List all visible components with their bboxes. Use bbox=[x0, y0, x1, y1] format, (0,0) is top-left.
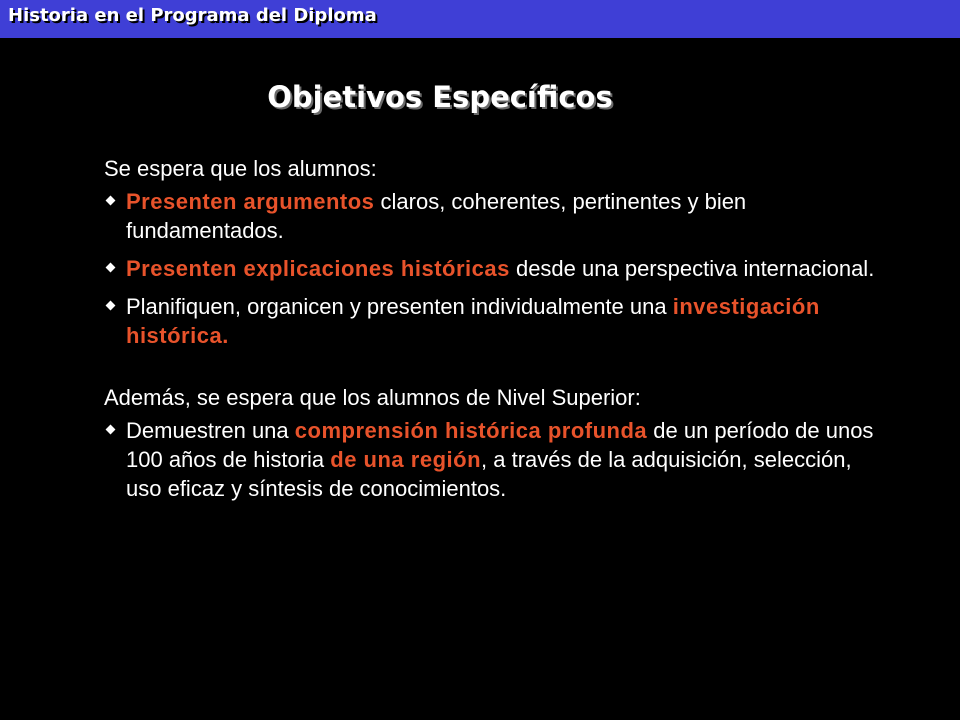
slide-content bbox=[104, 154, 884, 512]
bullet-text: de un período de unos 100 años de historia bbox=[126, 418, 874, 472]
section-spacer bbox=[104, 359, 884, 383]
bullet-text: claros, coherentes, pertinentes y bien fundamentados. bbox=[126, 189, 747, 243]
highlight-text: comprensión histórica profunda bbox=[294, 418, 648, 443]
list-item bbox=[104, 254, 884, 283]
highlight-text: Presenten argumentos bbox=[126, 189, 375, 214]
list-item bbox=[104, 187, 884, 245]
highlight-text: de una región bbox=[330, 447, 482, 472]
diamond-bullet-icon bbox=[106, 301, 116, 311]
bullet-text: desde una perspectiva internacional. bbox=[509, 256, 875, 281]
header-title: Historia en el Programa del Diploma bbox=[8, 5, 377, 26]
highlight-text: Presenten explicaciones históricas bbox=[126, 256, 510, 281]
bullet-text: , a través de la adquisición, selección, uso eficaz y síntesis de conocimientos. bbox=[126, 447, 852, 501]
section2-list bbox=[104, 416, 884, 503]
bullet-text: Planifiquen, organicen y presenten individualmente una bbox=[126, 294, 673, 319]
list-item bbox=[104, 292, 884, 350]
highlight-text: investigación histórica. bbox=[126, 294, 820, 348]
list-item bbox=[104, 416, 884, 503]
slide-title: Objetivos Específicos bbox=[267, 80, 613, 114]
section1-intro: Se espera que los alumnos: bbox=[104, 156, 377, 181]
bullet-text: Demuestren una bbox=[126, 418, 295, 443]
header-bar bbox=[0, 0, 960, 38]
diamond-bullet-icon bbox=[106, 196, 116, 206]
diamond-bullet-icon bbox=[106, 425, 116, 435]
section2-intro: Además, se espera que los alumnos de Nivel Superior: bbox=[104, 385, 641, 410]
diamond-bullet-icon bbox=[106, 263, 116, 273]
section1-list bbox=[104, 187, 884, 350]
